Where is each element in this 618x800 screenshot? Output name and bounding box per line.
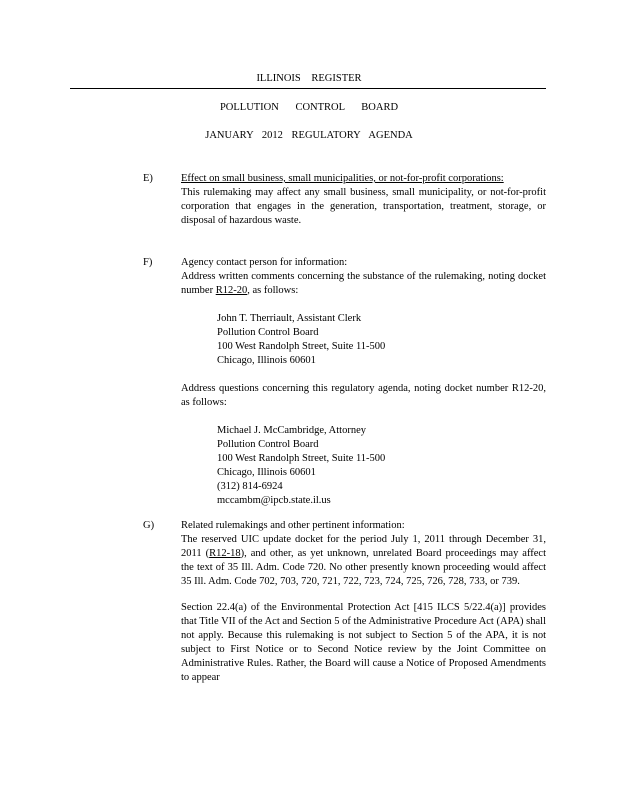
contact-address-1 [217, 312, 546, 368]
section-g [143, 519, 548, 685]
comments-instruction: Address written comments concerning the substance of the rulemaking, noting docket number R12-20, as follows: [181, 271, 546, 296]
contact-name: John T. Therriault, Assistant Clerk [217, 313, 362, 324]
docket-number: R12-20 [215, 285, 248, 296]
contact-org: Pollution Control Board [217, 439, 319, 450]
section-letter: E) [143, 173, 153, 184]
section-f [143, 256, 548, 508]
contact-name: Michael J. McCambridge, Attorney [217, 425, 367, 436]
contact-phone: (312) 814-6924 [217, 481, 283, 492]
section-heading: Related rulemakings and other pertinent information: [181, 520, 405, 531]
section-letter: F) [143, 257, 153, 268]
contact-street: 100 West Randolph Street, Suite 11-500 [217, 341, 386, 352]
contact-city: Chicago, Illinois 60601 [217, 355, 316, 366]
questions-instruction: Address questions concerning this regulatory agenda, noting docket number R12-20, as follows: [181, 383, 546, 408]
contact-email: mccambm@ipcb.state.il.us [217, 495, 331, 506]
header-rule [70, 88, 546, 89]
register-title: ILLINOIS REGISTER [256, 73, 362, 84]
section-e [143, 172, 548, 228]
contact-city: Chicago, Illinois 60601 [217, 467, 316, 478]
section-letter: G) [143, 520, 155, 531]
section-heading: Agency contact person for information: [181, 257, 348, 268]
contact-address-2 [217, 424, 546, 508]
section-heading: Effect on small business, small municipalities, or not-for-profit corporations: [181, 173, 504, 184]
section-text: This rulemaking may affect any small business, small municipality, or not-for-profit corporation that engages in the generation, transportation, treatment, storage, or disposal of hazardous waste. [181, 187, 546, 226]
contact-org: Pollution Control Board [217, 327, 319, 338]
agency-name: POLLUTION CONTROL BOARD [219, 102, 399, 113]
docket-number: R12-18 [209, 548, 241, 559]
agenda-title: JANUARY 2012 REGULATORY AGENDA [205, 130, 413, 141]
section-22-4-text: Section 22.4(a) of the Environmental Protection Act [415 ILCS 5/22.4(a)] provides that Title VII of the Act and Section 5 of the Administrative Procedure Act (APA) shall not apply. Because this rulemaking is not subject to Section 5 of the APA, it is not subject to First Notice or to Second Notice review by the Joint Committee on Administrative Rules. Rather, the Board will cause a Notice of Proposed Amendments to appear [181, 602, 546, 683]
contact-street: 100 West Randolph Street, Suite 11-500 [217, 453, 386, 464]
related-rulemakings-text: The reserved UIC update docket for the period July 1, 2011 through December 31, 2011 (R12-18), and other, as yet unknown, unrelated Board proceedings may affect the text of 35 Ill. Adm. Code 720. No other presently known proceeding would affect 35 Ill. Adm. Code 702, 703, 720, 721, 722, 723, 724, 725, 726, 728, 733, or 739. [181, 534, 546, 587]
